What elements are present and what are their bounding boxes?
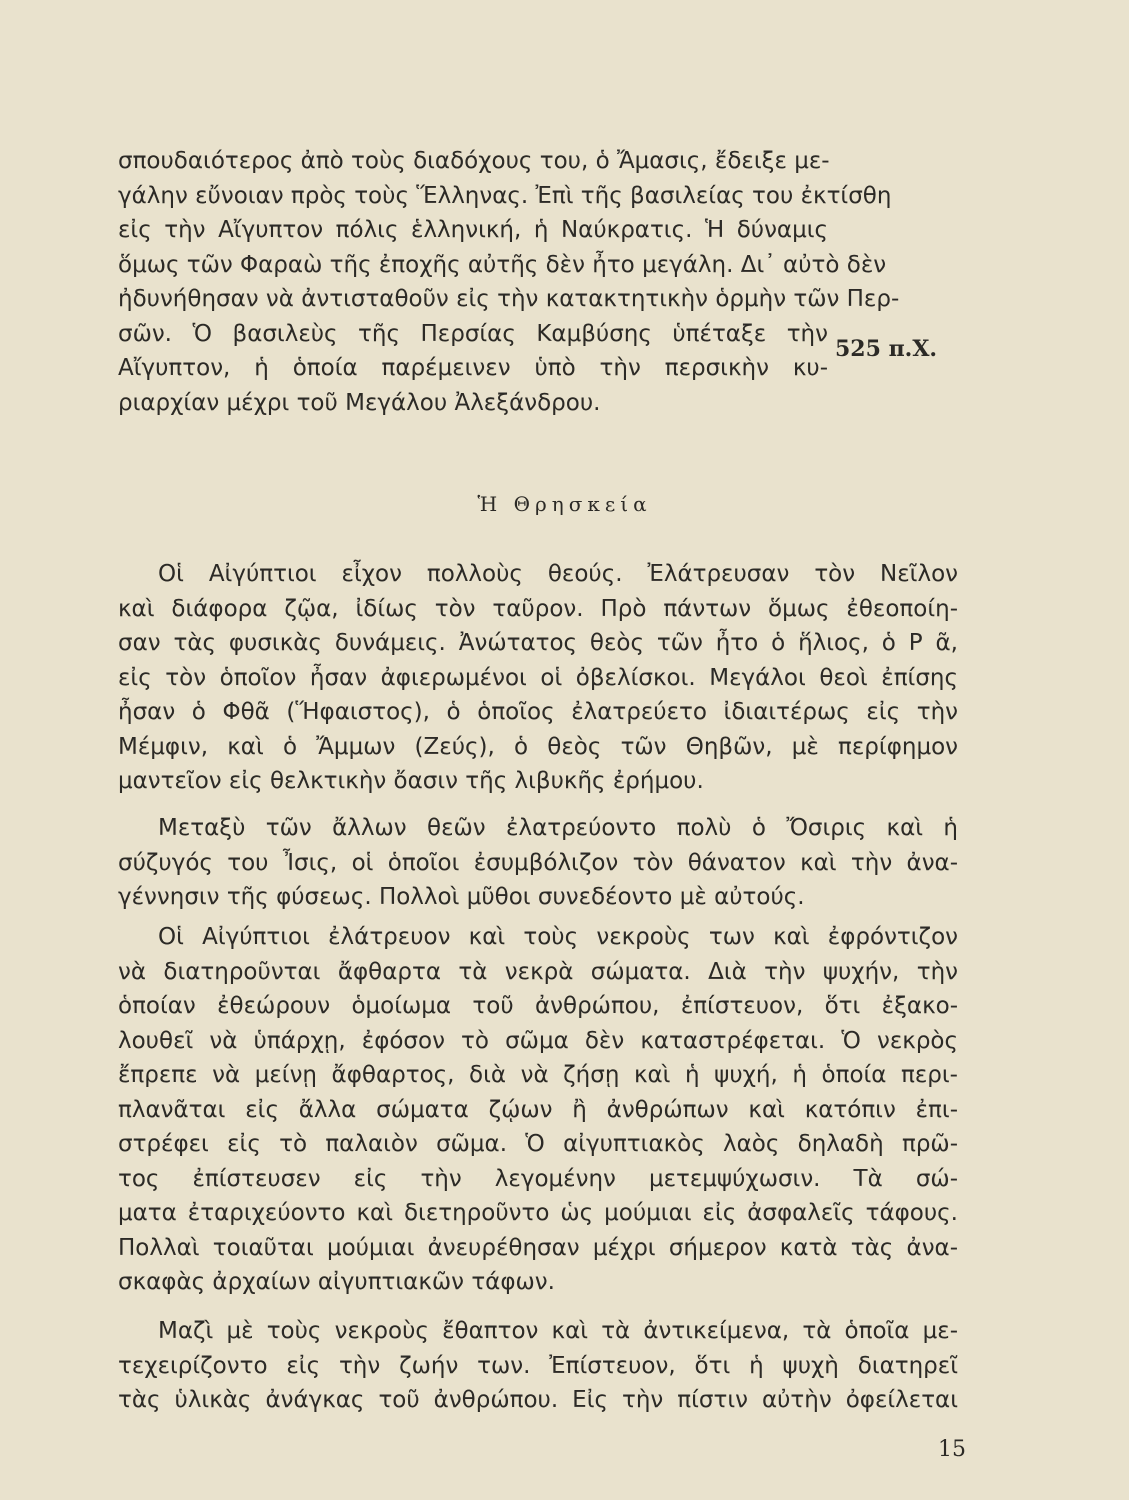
text-line: γάλην εὔνοιαν πρὸς τοὺς Ἕλληνας. Ἐπὶ τῆς βασιλείας του ἐκτίσθη [118, 182, 892, 209]
text-line: ματα ἐταριχεύοντο καὶ διετηροῦντο ὡς μούμιαι εἰς ἀσφαλεῖς τάφους. [118, 1200, 958, 1226]
margin-date-note: 525 π.Χ. [835, 336, 938, 362]
text-line: σύζυγός του Ἶσις, οἱ ὁποῖοι ἐσυμβόλιζον τὸν θάνατον καὶ τὴν ἀνα- [118, 849, 958, 876]
text-line: εἰς τὴν Αἴγυπτον πόλις ἑλληνική, ἡ Ναύκρατις. Ἡ δύναμις [118, 217, 828, 243]
paragraph-osiris [118, 811, 958, 915]
text-line: ὁποίαν ἐθεώρουν ὁμοίωμα τοῦ ἀνθρώπου, ἐπίστευον, ὅτι ἐξακο- [118, 993, 958, 1019]
text-line: τεχειρίζοντο εἰς τὴν ζωήν των. Ἐπίστευον, ὅτι ἡ ψυχὴ διατηρεῖ [118, 1352, 958, 1379]
text-line: ἦσαν ὁ Φθᾶ (Ἥφαιστος), ὁ ὁποῖος ἐλατρεύετο ἰδιαιτέρως εἰς τὴν [118, 699, 958, 725]
text-line: Πολλαὶ τοιαῦται μούμιαι ἀνευρέθησαν μέχρι σήμερον κατὰ τὰς ἀνα- [118, 1234, 958, 1261]
text-line: γέννησιν τῆς φύσεως. Πολλοὶ μῦθοι συνεδέοντο μὲ αὐτούς. [118, 884, 805, 910]
text-line: νὰ διατηροῦνται ἄφθαρτα τὰ νεκρὰ σώματα. Διὰ τὴν ψυχήν, τὴν [118, 958, 958, 985]
text-line: ἠδυνήθησαν νὰ ἀντισταθοῦν εἰς τὴν κατακτητικὴν ὁρμὴν τῶν Περ- [118, 286, 900, 312]
text-line: τὰς ὑλικὰς ἀνάγκας τοῦ ἀνθρώπου. Εἰς τὴν πίστιν αὐτὴν ὀφείλεται [118, 1387, 958, 1413]
text-line: ριαρχίαν μέχρι τοῦ Μεγάλου Ἀλεξάνδρου. [118, 389, 601, 416]
text-line: Μαζὶ μὲ τοὺς νεκροὺς ἔθαπτον καὶ τὰ ἀντικείμενα, τὰ ὁποῖα με- [158, 1318, 958, 1344]
text-line: καὶ διάφορα ζῷα, ἰδίως τὸν ταῦρον. Πρὸ πάντων ὅμως ἐθεοποίη- [118, 595, 958, 622]
text-line: σῶν. Ὁ βασιλεὺς τῆς Περσίας Καμβύσης ὑπέταξε τὴν [118, 320, 828, 347]
text-line: Οἱ Αἰγύπτιοι ἐλάτρευον καὶ τοὺς νεκροὺς των καὶ ἐφρόντιζον [158, 924, 958, 950]
text-line: Μέμφιν, καὶ ὁ Ἄμμων (Ζεύς), ὁ θεὸς τῶν Θηβῶν, μὲ περίφημον [118, 733, 958, 760]
paragraph-burial-objects [118, 1314, 958, 1418]
text-line: στρέφει εἰς τὸ παλαιὸν σῶμα. Ὁ αἰγυπτιακὸς λαὸς δηλαδὴ πρῶ- [118, 1131, 958, 1157]
text-line: σαν τὰς φυσικὰς δυνάμεις. Ἀνώτατος θεὸς τῶν ἦτο ὁ ἥλιος, ὁ Ρ ᾶ, [118, 630, 958, 656]
text-line: ἔπρεπε νὰ μείνῃ ἄφθαρτος, διὰ νὰ ζήσῃ καὶ ἡ ψυχή, ἡ ὁποία περι- [118, 1062, 958, 1088]
text-line: εἰς τὸν ὁποῖον ἦσαν ἀφιερωμένοι οἱ ὀβελίσκοι. Μεγάλοι θεοὶ ἐπίσης [118, 664, 958, 691]
section-heading: Ἡ Θρησκεία [477, 492, 652, 516]
text-line: σκαφὰς ἀρχαίων αἰγυπτιακῶν τάφων. [118, 1269, 555, 1295]
text-line: μαντεῖον εἰς θελκτικὴν ὄασιν τῆς λιβυκῆς ἐρήμου. [118, 768, 704, 794]
text-line: λουθεῖ νὰ ὑπάρχῃ, ἐφόσον τὸ σῶμα δὲν καταστρέφεται. Ὁ νεκρὸς [118, 1027, 958, 1054]
text-line: πλανᾶται εἰς ἄλλα σώματα ζῴων ἢ ἀνθρώπων καὶ κατόπιν ἐπι- [118, 1096, 958, 1123]
paragraph-gods [118, 557, 958, 799]
text-line: τος ἐπίστευσεν εἰς τὴν λεγομένην μετεμψύχωσιν. Τὰ σώ- [118, 1165, 958, 1192]
text-line: Οἱ Αἰγύπτιοι εἶχον πολλοὺς θεούς. Ἐλάτρευσαν τὸν Νεῖλον [158, 561, 958, 587]
page-number: 15 [938, 1437, 966, 1462]
text-line: ὅμως τῶν Φαραὼ τῆς ἐποχῆς αὐτῆς δὲν ἦτο μεγάλη. Δι᾿ αὐτὸ δὲν [118, 251, 887, 278]
text-line: σπουδαιότερος ἀπὸ τοὺς διαδόχους του, ὁ Ἄμασις, ἔδειξε με- [118, 148, 830, 174]
paragraph-dead [118, 920, 958, 1300]
text-line: Αἴγυπτον, ἡ ὁποία παρέμεινεν ὑπὸ τὴν περσικὴν κυ- [118, 355, 828, 381]
text-line: Μεταξὺ τῶν ἄλλων θεῶν ἐλατρεύοντο πολὺ ὁ Ὄσιρις καὶ ἡ [158, 815, 958, 841]
